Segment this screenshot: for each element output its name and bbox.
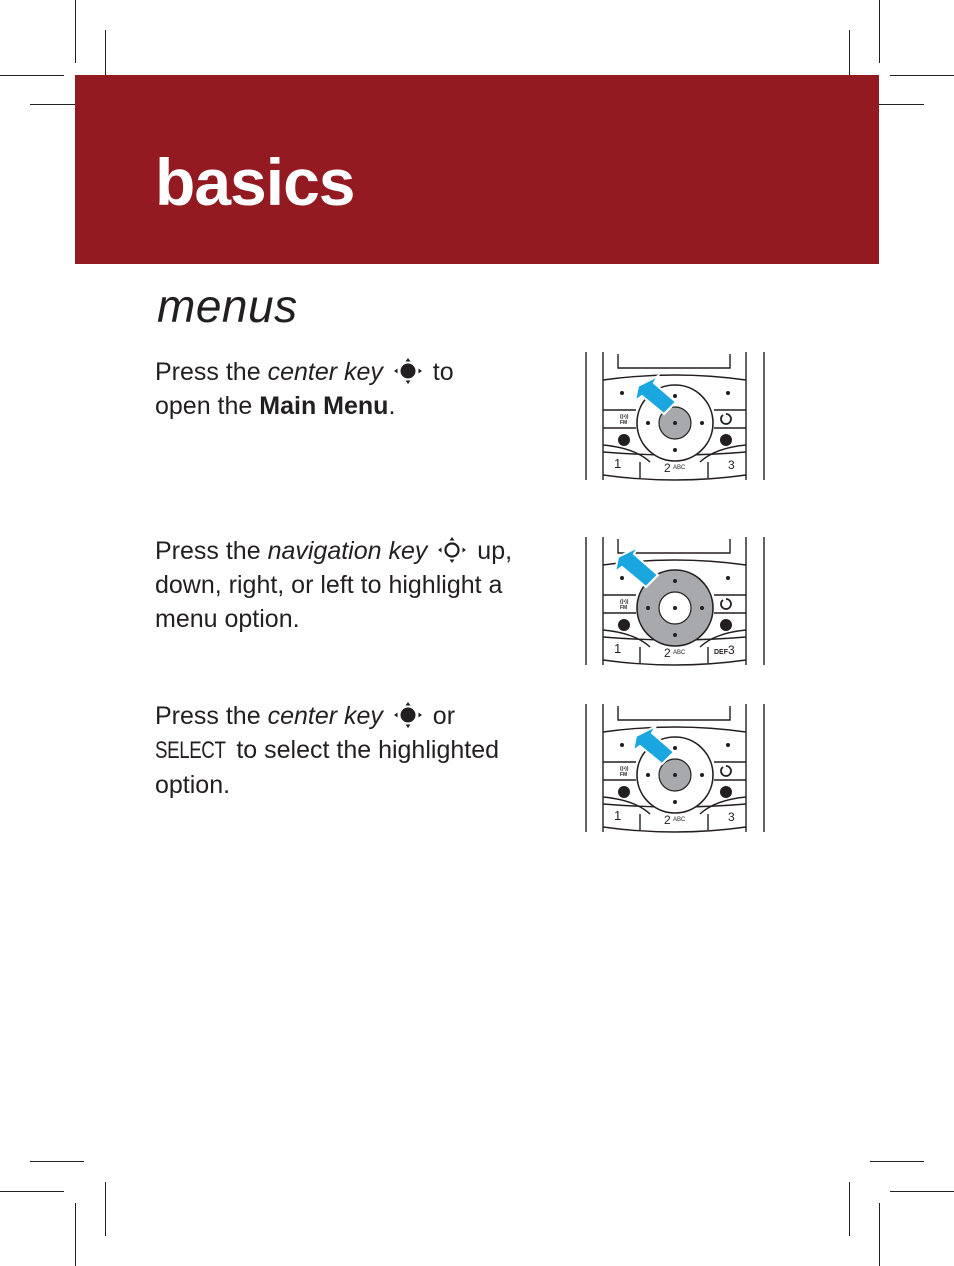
select-softkey-label: SELECT — [155, 737, 226, 764]
svg-text:DEF: DEF — [714, 649, 728, 656]
center-key-icon — [390, 702, 426, 728]
svg-text:3: 3 — [728, 643, 735, 657]
crop-mark — [30, 1161, 84, 1162]
chapter-title: basics — [155, 145, 355, 219]
crop-mark — [75, 0, 76, 63]
navigation-key-term: navigation key — [267, 537, 428, 565]
crop-mark — [849, 1182, 850, 1236]
svg-text:FM: FM — [620, 420, 628, 426]
svg-text:2: 2 — [664, 461, 671, 475]
crop-mark — [75, 1203, 76, 1266]
svg-text:ABC: ABC — [673, 465, 686, 471]
svg-text:1: 1 — [614, 641, 622, 656]
phone-keypad-illustration-navigation — [580, 535, 770, 675]
svg-text:((•)): ((•)) — [620, 414, 629, 420]
svg-text:((•)): ((•)) — [620, 766, 629, 772]
svg-text:ABC: ABC — [673, 817, 686, 823]
step-2-text: Press the navigation key up, down, right, or left to highlight a menu option. — [155, 537, 513, 633]
svg-text:((•)): ((•)) — [620, 599, 629, 605]
crop-mark — [0, 75, 64, 76]
crop-mark — [870, 1161, 924, 1162]
crop-mark — [0, 1191, 64, 1192]
crop-mark — [890, 75, 954, 76]
crop-mark — [105, 1182, 106, 1236]
center-key-term: center key — [267, 702, 383, 730]
chapter-banner — [75, 75, 879, 264]
phone-keypad-illustration-center — [580, 350, 770, 490]
svg-text:ABC: ABC — [673, 650, 686, 656]
phone-keypad-illustration-select — [580, 702, 770, 842]
navigation-key-icon — [434, 537, 470, 563]
step-3-text: Press the center key or SELECT to select the highlighted option. — [155, 702, 500, 799]
crop-mark — [879, 1203, 880, 1266]
crop-mark — [879, 0, 880, 63]
section-title: menus — [157, 280, 298, 332]
main-menu-term: Main Menu — [259, 392, 389, 420]
svg-text:2: 2 — [664, 813, 671, 827]
center-key-icon — [390, 358, 426, 384]
svg-text:2: 2 — [664, 646, 671, 660]
svg-text:FM: FM — [620, 772, 628, 778]
crop-mark — [890, 1191, 954, 1192]
step-1-text: Press the center key to open the Main Menu. — [155, 358, 454, 420]
center-key-term: center key — [267, 358, 383, 386]
svg-text:3: 3 — [728, 810, 735, 824]
svg-text:1: 1 — [614, 456, 622, 471]
svg-text:FM: FM — [620, 605, 628, 611]
svg-text:3: 3 — [728, 458, 735, 472]
svg-text:1: 1 — [614, 808, 622, 823]
